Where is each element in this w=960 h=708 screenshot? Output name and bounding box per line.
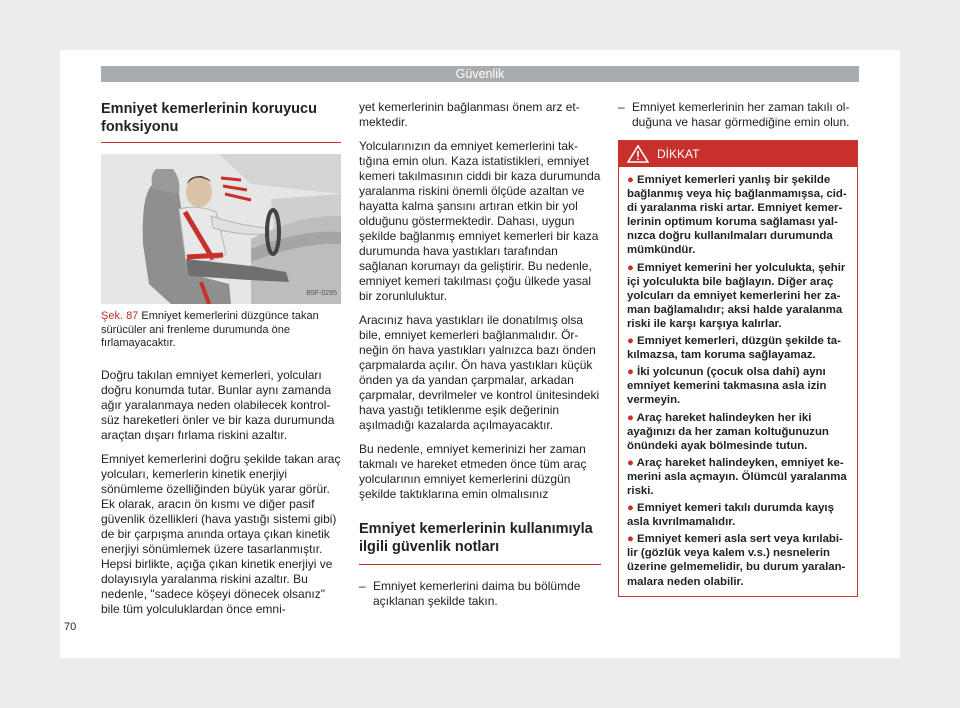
bullet-icon: ● bbox=[627, 502, 638, 515]
warning-item-text: Emniyet kemerleri yanlış bir şekilde bağlanmış veya hiç bağlanmamışsa, ciddi yaralanma riski artar. Emniyet kemerlerinin optimum koruma sağlaması yalnızca doğru kullanılmaları durumunda mümkündür. bbox=[627, 174, 847, 257]
warning-item bbox=[627, 261, 849, 331]
warning-item-text: İki yolcunun (çocuk olsa dahi) aynı emniyet kemerini takmasına asla izin vermeyin. bbox=[627, 366, 827, 407]
driver-seatbelt-illustration bbox=[101, 154, 341, 304]
paragraph: Bu nedenle, emniyet kemerinizi her zaman takmalı ve hareket etmeden önce tüm araç yolcularının emniyet kemerlerini düzgün şekilde taktıklarına emin olmalısınız bbox=[359, 442, 587, 501]
figure-image bbox=[101, 154, 341, 304]
dash-marker: – bbox=[359, 579, 366, 593]
paragraph: Aracınız hava yastıkları ile donatılmış olsa bile, emniyet kemerleri bağlanmalıdır. Örneğin ön hava yastıkları yalnızca bazı önden çarpmalarda açılır. Ön hava yastıkları küçük önden ya da yandan çarpmalar, arkadan çarpmalar, devrilmeler ve kontrol ünitesindeki hava yastığı tetiklenme eşik değerinin aşılmadığı kazalarda açılmayacaktır. bbox=[359, 313, 600, 432]
bullet-icon: ● bbox=[627, 411, 637, 424]
bullet-icon: ● bbox=[627, 366, 638, 379]
warning-item bbox=[627, 365, 849, 407]
page-number: 70 bbox=[64, 621, 77, 633]
figure-caption bbox=[101, 310, 341, 351]
bullet-icon: ● bbox=[627, 335, 638, 348]
section-heading: Emniyet kemerlerinin koruyucu fonksiyonu bbox=[101, 101, 317, 135]
warning-item-text: Emniyet kemeri takılı durumda kayış asla kıvrılmamalıdır. bbox=[627, 502, 834, 529]
figure-code: B5F-0295 bbox=[306, 290, 337, 297]
dash-marker: – bbox=[618, 100, 625, 114]
warning-item-text: Emniyet kemerini her yolculukta, şehir içi yolculukta bile bağlayın. Diğer araç yolcuları da emniyet kemerlerini her zaman bağlamalıdır; aksi halde yaralanma riski ile karşı karşıya kalırlar. bbox=[627, 261, 846, 330]
warning-item bbox=[627, 456, 849, 498]
bullet-icon: ● bbox=[627, 456, 637, 469]
warning-item bbox=[627, 334, 849, 362]
warning-item-text: Emniyet kemerleri, düzgün şekilde takılmazsa, tam koruma sağlayamaz. bbox=[627, 335, 841, 362]
warning-item-text: Araç hareket halindeyken, emniyet kemerini asla açmayın. Ölümcül yaralanma riski. bbox=[627, 456, 847, 497]
warning-triangle-icon bbox=[627, 145, 649, 163]
bullet-icon: ● bbox=[627, 174, 638, 186]
paragraph: yet kemerlerinin bağlanması önem arz etmektedir. bbox=[359, 100, 580, 129]
paragraph: Doğru takılan emniyet kemerleri, yolcuları doğru konumda tutar. Bunlar aynı zamanda ağır yaralanmaya neden olabilecek kontrolsüz hareketleri önler ve bir kaza durumunda araçtan dışarı fırlama riskini azaltır. bbox=[101, 367, 335, 442]
section-header: Güvenlik bbox=[101, 66, 859, 82]
column-3 bbox=[618, 100, 858, 597]
bullet-icon: ● bbox=[627, 533, 638, 546]
bullet-icon: ● bbox=[627, 261, 638, 274]
list-item-text: Emniyet kemerlerini daima bu bölümde açıklanan şekilde takın. bbox=[373, 579, 581, 608]
warning-item bbox=[627, 532, 849, 588]
figure-caption-label: Şek. 87 bbox=[101, 310, 139, 322]
list-item bbox=[618, 100, 858, 130]
warning-item-text: Emniyet kemeri asla sert veya kırılabilir (gözlük veya kalem v.s.) nesnelerin üzerine gelmemelidir, bu durum yaralanmalara neden olabilir. bbox=[627, 533, 846, 588]
warning-body bbox=[619, 167, 857, 596]
warning-box bbox=[618, 140, 858, 597]
warning-item bbox=[627, 411, 849, 453]
warning-item bbox=[627, 173, 849, 258]
figure-caption-text: Emniyet kemerlerini düzgünce takan sürücüler ani frenleme durumunda öne fırlamayacaktır. bbox=[101, 310, 319, 349]
paragraph: Emniyet kemerlerini doğru şekilde takan araç yolcuları, kemerlerin kinetik enerjiyi sönümleme özelliğinden büyük yarar görür. Ek olarak, aracın ön kısmı ve diğer pasif güvenlik özellikleri (hava yastığı sistemi gibi) de bir çarpışma anında ortaya çıkan kinetik enerjiyi sönümlemek üzere tasarlanmıştır. Hepsi birlikte, açığa çıkan kinetik enerjiyi ve dolayısıyla yaralanma riskini azaltır. Bu nedenle, "sadece köşeyi dönecek olsanız" bile tüm yolculuklardan önce emni- bbox=[101, 451, 341, 616]
warning-header bbox=[619, 141, 857, 167]
warning-title: DİKKAT bbox=[657, 146, 700, 161]
list-item-text: Emniyet kemerlerinin her zaman takılı olduğuna ve hasar görmediğine emin olun. bbox=[632, 100, 850, 129]
warning-item-text: Araç hareket halindeyken her iki ayağınızı da her zaman koltuğunuzun önündeki ayak bölmesinde tutun. bbox=[627, 411, 829, 452]
list-item bbox=[359, 579, 601, 609]
warning-item bbox=[627, 501, 849, 529]
column-1 bbox=[101, 100, 341, 626]
heading-rule bbox=[101, 142, 341, 143]
heading-rule bbox=[359, 564, 601, 565]
paragraph: Yolcularınızın da emniyet kemerlerini taktığına emin olun. Kaza istatistikleri, emniyet kemeri takılmasının ciddi bir kaza durumunda yaralanma riskini önemli ölçüde azaltan ve hayatta kalma şansını artıran etkin bir yol olduğunu göstermektedir. Dahası, uygun şekilde bağlanmış emniyet kemerleri bir kaza durumunda hava yastıkları tarafından sağlanan korumayı da geliştirir. Bu nedenle, emniyet kemeri takılması çoğu ülkede yasal bir zorunluluktur. bbox=[359, 139, 601, 303]
column-2 bbox=[359, 100, 601, 609]
section-heading: Emniyet kemerlerinin kullanımıyla ilgili güvenlik notları bbox=[359, 521, 593, 555]
